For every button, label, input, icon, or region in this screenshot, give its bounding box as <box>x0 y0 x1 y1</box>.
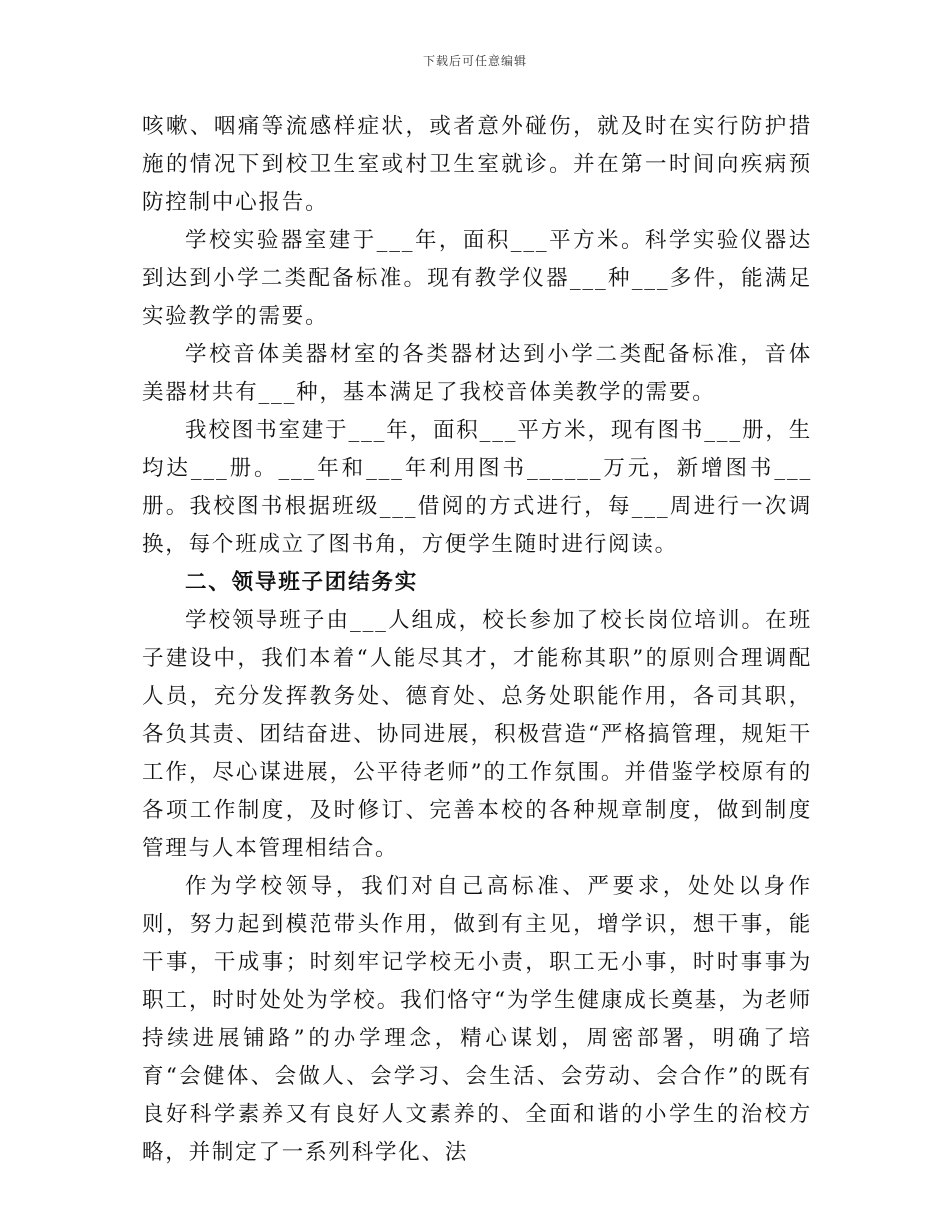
paragraph-art-room: 学校音体美器材室的各类器材达到小学二类配备标准，音体美器材共有___种，基本满足了我校音体美教学的需要。 <box>142 342 812 405</box>
paragraph-leadership: 学校领导班子由___人组成，校长参加了校长岗位培训。在班子建设中，我们本着“人能尽其才，才能称其职”的原则合理调配人员，充分发挥教务处、德育处、总务处职能作用，各司其职，各负其责、团结奋进、协同进展，积极营造“严格搞管理，规矩干工作，尽心谋进展，公平待老师”的工作氛围。并借鉴学校原有的各项工作制度，及时修订、完善本校的各种规章制度，做到制度管理与人本管理相结合。 <box>142 608 812 861</box>
document-body <box>142 108 812 1172</box>
paragraph-leadership-role: 作为学校领导，我们对自己高标准、严要求，处处以身作则，努力起到模范带头作用，做到有主见，增学识，想干事，能干事，干成事；时刻牢记学校无小责，职工无小事，时时事事为职工，时时处处为学校。我们恪守“为学生健康成长奠基，为老师持续进展铺路”的办学理念，精心谋划，周密部署，明确了培育“会健体、会做人、会学习、会生活、会劳动、会合作”的既有良好科学素养又有良好人文素养的、全面和谐的小学生的治校方略，并制定了一系列科学化、法 <box>142 874 812 1165</box>
paragraph-continuation: 咳嗽、咽痛等流感样症状，或者意外碰伤，就及时在实行防护措施的情况下到校卫生室或村卫生室就诊。并在第一时间向疾病预防控制中心报告。 <box>142 114 812 215</box>
paragraph-lab-room: 学校实验器室建于___年，面积___平方米。科学实验仪器达到达到小学二类配备标准。现有教学仪器___种___多件，能满足实验教学的需要。 <box>142 228 812 329</box>
section-heading: 二、领导班子团结务实 <box>185 570 419 595</box>
page-header: 下载后可任意编辑 <box>422 54 527 68</box>
paragraph-library: 我校图书室建于___年，面积___平方米，现有图书___册，生均达___册。___年和___年利用图书______万元，新增图书___册。我校图书根据班级___借阅的方式进行，每___周进行一次调换，每个班成立了图书角，方便学生随时进行阅读。 <box>142 418 812 557</box>
